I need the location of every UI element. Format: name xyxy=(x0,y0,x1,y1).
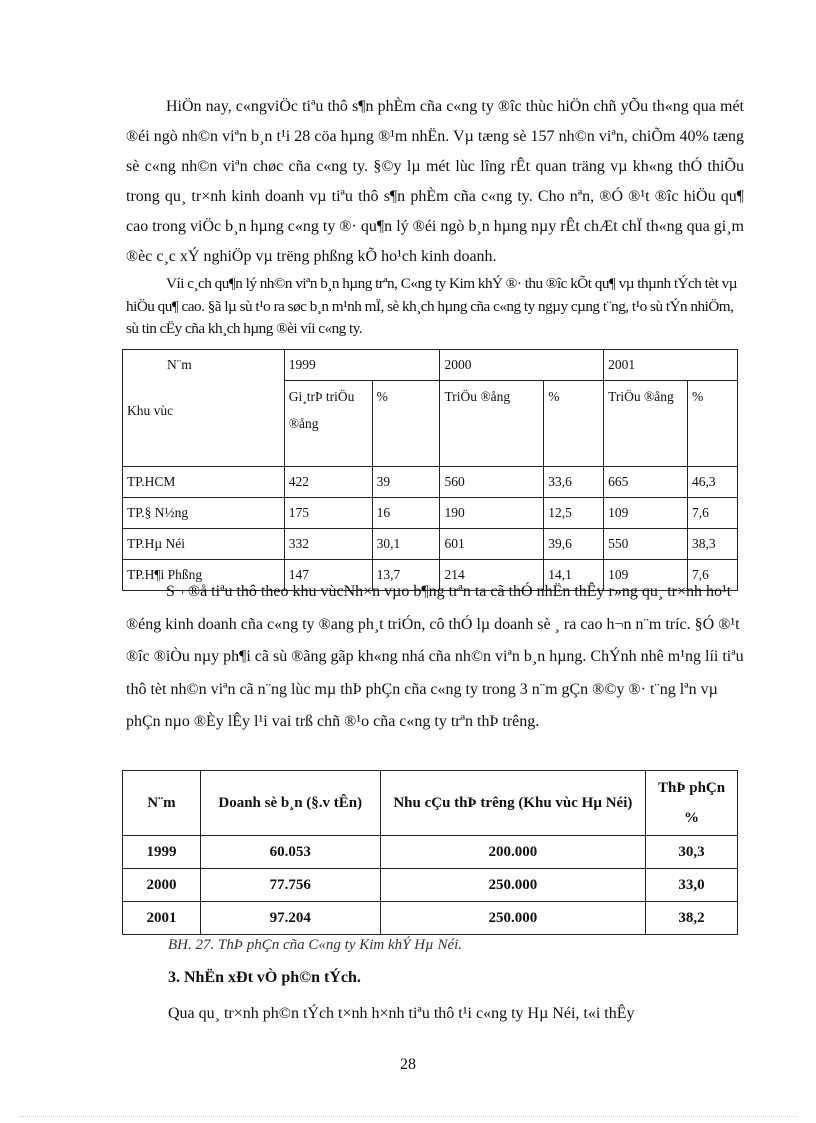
pct-cell: 7,6 xyxy=(688,498,738,529)
market-share-table xyxy=(122,770,738,935)
year-header-1999: 1999 xyxy=(284,350,440,381)
table-row xyxy=(123,498,738,529)
pct-cell: 16 xyxy=(372,498,440,529)
value-cell: 560 xyxy=(440,467,544,498)
value-cell: 550 xyxy=(604,529,688,560)
table-row xyxy=(123,836,738,869)
subheader-pct-2000: % xyxy=(544,381,604,467)
regional-sales-table xyxy=(122,349,738,591)
region-cell: TP.Hµ Néi xyxy=(123,529,285,560)
table-caption: BH. 27. ThÞ phÇn cña C«ng ty Kim khÝ Hµ Néi. xyxy=(168,937,463,953)
header-corner-cell xyxy=(123,350,285,467)
value-cell: 665 xyxy=(604,467,688,498)
value-cell: 175 xyxy=(284,498,372,529)
sales-cell: 97.204 xyxy=(200,902,380,935)
subheader-value-1999: Gi¸trÞ triÖu ®ång xyxy=(284,381,372,467)
subheader-pct-1999: % xyxy=(372,381,440,467)
pct-cell: 33,6 xyxy=(544,467,604,498)
value-cell: 601 xyxy=(440,529,544,560)
year-cell: 1999 xyxy=(123,836,201,869)
value-cell: 109 xyxy=(604,560,688,591)
region-cell: TP.H¶i Phßng xyxy=(123,560,285,591)
region-cell: TP.HCM xyxy=(123,467,285,498)
share-cell: 38,2 xyxy=(646,902,738,935)
pct-cell: 39 xyxy=(372,467,440,498)
pct-cell: 7,6 xyxy=(688,560,738,591)
value-cell: 422 xyxy=(284,467,372,498)
pct-cell: 38,3 xyxy=(688,529,738,560)
header-year-label: N¨m xyxy=(167,357,192,372)
sales-cell: 77.756 xyxy=(200,869,380,902)
header-year: N¨m xyxy=(123,771,201,836)
paragraph-1: HiÖn nay, c«ngviÖc tiªu thô s¶n phÈm cña c«ng ty ®îc thùc hiÖn chñ yÕu th«ng qua mét ®éi ngò nh©n viªn b¸n t¹i 28 cöa hµng ®¹m nhËn. Vµ tæng sè 157 nh©n viªn, chiÕm 40% tæng sè c«ng nh©n viªn chøc cña c«ng ty. §©y lµ mét lùc lîng rÊt quan träng vµ kh«ng thÓ thiÕu trong qu¸ tr×nh kinh doanh vµ tiªu thô s¶n phÈm cña c«ng ty. Cho nªn, ®Ó ®¹t ®îc hiÖu qu¶ cao trong viÖc b¸n hµng c«ng ty ®· qu¶n lý ®éi ngò b¸n hµng nµy rÊt chÆt chÏ th«ng qua gi¸m ®èc c¸c xÝ nghiÖp vµ trëng phßng kÕ ho¹ch kinh doanh. xyxy=(126,98,744,265)
share-cell: 30,3 xyxy=(646,836,738,869)
subheader-value-2000: TriÖu ®ång xyxy=(440,381,544,467)
pct-cell: 12,5 xyxy=(544,498,604,529)
table-row xyxy=(123,529,738,560)
year-header-2000: 2000 xyxy=(440,350,604,381)
pct-cell: 39,6 xyxy=(544,529,604,560)
pct-cell: 30,1 xyxy=(372,529,440,560)
sales-cell: 60.053 xyxy=(200,836,380,869)
table-row xyxy=(123,869,738,902)
value-cell: 214 xyxy=(440,560,544,591)
header-sales: Doanh sè b¸n (§.v tÊn) xyxy=(200,771,380,836)
header-demand: Nhu cÇu thÞ trêng (Khu vùc Hµ Néi) xyxy=(380,771,646,836)
year-cell: 2000 xyxy=(123,869,201,902)
table-header-row xyxy=(123,350,738,381)
section-heading: 3. NhËn xÐt vÒ ph©n tÝch. xyxy=(168,969,361,986)
table-row xyxy=(123,902,738,935)
year-cell: 2001 xyxy=(123,902,201,935)
pct-cell: 46,3 xyxy=(688,467,738,498)
value-cell: 332 xyxy=(284,529,372,560)
demand-cell: 250.000 xyxy=(380,869,646,902)
value-cell: 109 xyxy=(604,498,688,529)
paragraph-2: Víi c¸ch qu¶n lý nh©n viªn b¸n hµng trªn, C«ng ty Kim khÝ ®· thu ®îc kÕt qu¶ vµ thµnh tÝch tèt vµ hiÖu qu¶ cao. §ã lµ sù t¹o ra søc b¸n m¹nh mÏ, sè kh¸ch hµng cña c«ng ty ngµy cµng t¨ng, t¹o sù tÝn nhiÖm, sù tin cËy cña kh¸ch hµng ®èi víi c«ng ty. xyxy=(126,275,737,337)
page-bottom-rule xyxy=(20,1116,796,1117)
year-header-2001: 2001 xyxy=(604,350,738,381)
value-cell: 147 xyxy=(284,560,372,591)
page-number: 28 xyxy=(400,1056,416,1073)
share-cell: 33,0 xyxy=(646,869,738,902)
header-share: ThÞ phÇn % xyxy=(646,771,738,836)
demand-cell: 200.000 xyxy=(380,836,646,869)
pct-cell: 14,1 xyxy=(544,560,604,591)
demand-cell: 250.000 xyxy=(380,902,646,935)
paragraph-4: Qua qu¸ tr×nh ph©n tÝch t×nh h×nh tiªu thô t¹i c«ng ty Hµ Néi, t«i thÊy xyxy=(168,1005,635,1022)
table-header-row xyxy=(123,771,738,836)
subheader-pct-2001: % xyxy=(688,381,738,467)
header-region-label: Khu vùc xyxy=(127,403,174,418)
table-row xyxy=(123,467,738,498)
region-cell: TP.§ N½ng xyxy=(123,498,285,529)
pct-cell: 13,7 xyxy=(372,560,440,591)
subheader-value-2001: TriÖu ®ång xyxy=(604,381,688,467)
value-cell: 190 xyxy=(440,498,544,529)
paragraph-3: S¬ ®å tiªu thô theo khu vùcNh×n vµo b¶ng trªn ta cã thÓ nhËn thÊy r»ng qu¸ tr×nh ho¹t ®éng kinh doanh cña c«ng ty ®ang ph¸t triÓn, cô thÓ lµ doanh sè ¸ ra cao h¬n n¨m tríc. §Ó ®¹t ®îc ®iÒu nµy ph¶i cã sù ®ãng gãp kh«ng nhá cña nh©n viªn b¸n hµng. ChÝnh nhê m¹ng líi tiªu thô tèt nh©n viªn cã n¨ng lùc mµ thÞ phÇn cña c«ng ty trong 3 n¨m gÇn ®©y ®· t¨ng lªn vµ phÇn nµo ®Èy lÊy l¹i vai trß chñ ®¹o cña c«ng ty trªn thÞ trêng. xyxy=(126,583,744,730)
